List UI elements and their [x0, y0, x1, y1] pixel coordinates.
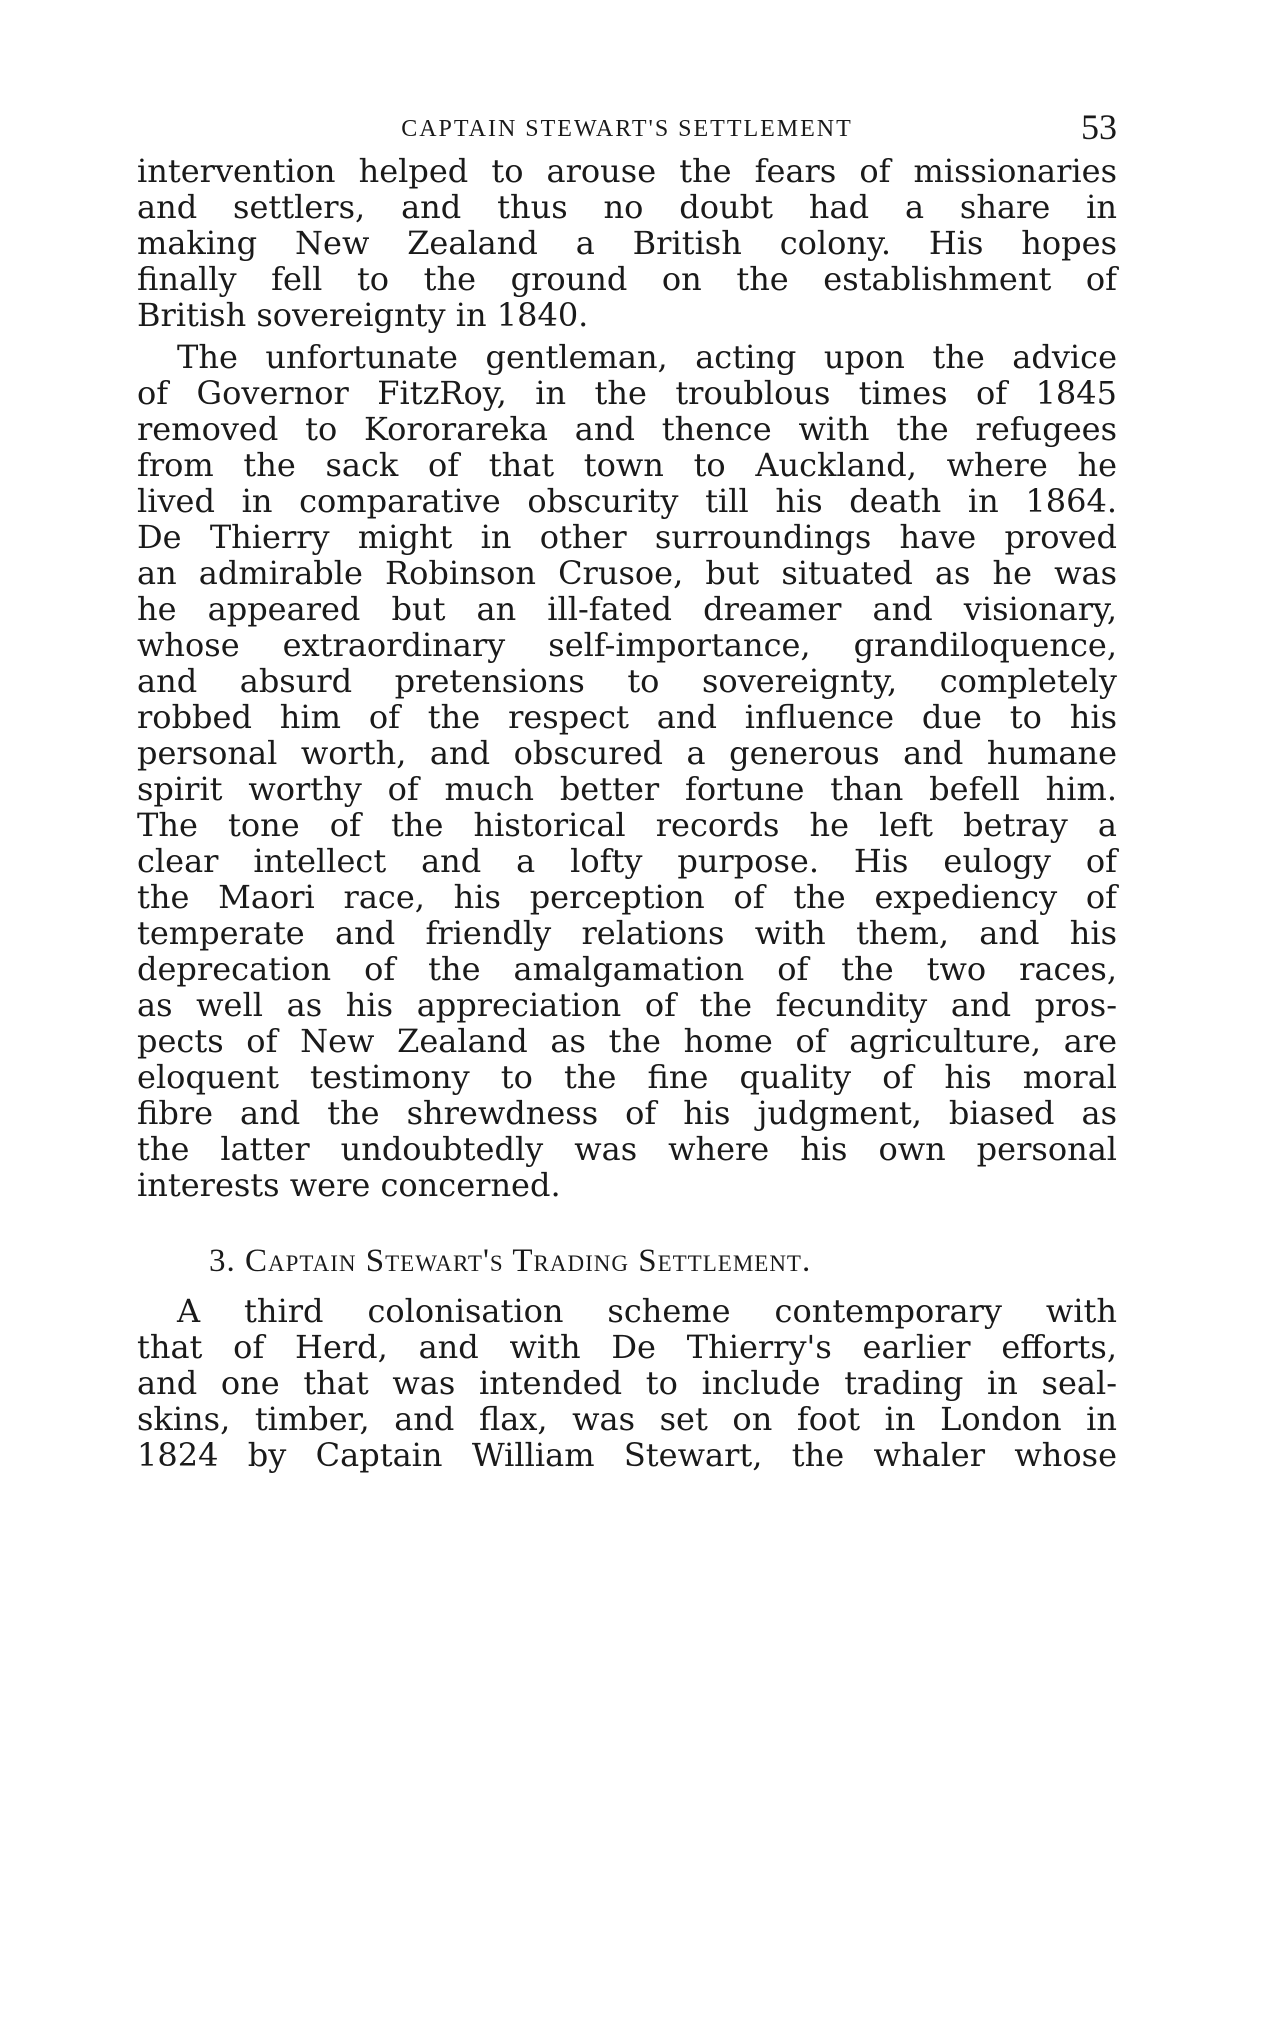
paragraph-2-line: clear intellect and a lofty purpose. His eulogy of	[137, 842, 1117, 880]
paragraph-1-line: and settlers, and thus no doubt had a share in	[137, 188, 1117, 226]
paragraph-2-line: as well as his appreciation of the fecundity and pros-	[137, 986, 1117, 1024]
paragraph-2-line: and absurd pretensions to sovereignty, completely	[137, 662, 1117, 700]
paragraph-1-line: finally fell to the ground on the establishment of	[137, 260, 1117, 298]
paragraph-2-line: of Governor FitzRoy, in the troublous times of 1845	[137, 374, 1117, 412]
paragraph-2-line: he appeared but an ill-fated dreamer and visionary,	[137, 590, 1117, 628]
paragraph-2-line: removed to Kororareka and thence with the refugees	[137, 410, 1117, 448]
page-number: 53	[1081, 107, 1117, 147]
paragraph-2-line: The unfortunate gentleman, acting upon the advice	[177, 338, 1117, 376]
paragraph-2-line: an admirable Robinson Crusoe, but situated as he was	[137, 554, 1117, 592]
paragraph-2-line: the latter undoubtedly was where his own personal	[137, 1130, 1117, 1168]
paragraph-2-line: lived in comparative obscurity till his death in 1864.	[137, 482, 1117, 520]
paragraph-2-line: robbed him of the respect and influence due to his	[137, 698, 1117, 736]
paragraph-3-line: and one that was intended to include trading in seal-	[137, 1364, 1117, 1402]
paragraph-2-line: the Maori race, his perception of the expediency of	[137, 878, 1117, 916]
paragraph-2-line: from the sack of that town to Auckland, where he	[137, 446, 1117, 484]
paragraph-2-line: spirit worthy of much better fortune than befell him.	[137, 770, 1117, 808]
paragraph-1-line: making New Zealand a British colony. His hopes	[137, 224, 1117, 262]
paragraph-3-line: A third colonisation scheme contemporary with	[177, 1292, 1117, 1330]
running-title: CAPTAIN STEWART'S SETTLEMENT	[401, 116, 853, 142]
paragraph-3-line: that of Herd, and with De Thierry's earlier efforts,	[137, 1328, 1117, 1366]
section-heading: 3. Captain Stewart's Trading Settlement.	[209, 1243, 812, 1279]
paragraph-2-line: The tone of the historical records he left betray a	[137, 806, 1117, 844]
paragraph-2-line: deprecation of the amalgamation of the two races,	[137, 950, 1117, 988]
paragraph-2-line: whose extraordinary self-importance, grandiloquence,	[137, 626, 1117, 664]
paragraph-2-line: eloquent testimony to the fine quality of his moral	[137, 1058, 1117, 1096]
paragraph-1-line: British sovereignty in 1840.	[137, 296, 589, 334]
paragraph-2-line: fibre and the shrewdness of his judgment, biased as	[137, 1094, 1117, 1132]
paragraph-2-line: temperate and friendly relations with them, and his	[137, 914, 1117, 952]
paragraph-1-line: intervention helped to arouse the fears of missionaries	[137, 152, 1117, 190]
paragraph-2-line: interests were concerned.	[137, 1166, 561, 1204]
paragraph-3-line: skins, timber, and flax, was set on foot in London in	[137, 1400, 1117, 1438]
paragraph-2-line: De Thierry might in other surroundings have proved	[137, 518, 1117, 556]
paragraph-2-line: pects of New Zealand as the home of agriculture, are	[137, 1022, 1117, 1060]
paragraph-3-line: 1824 by Captain William Stewart, the whaler whose	[137, 1436, 1117, 1474]
paragraph-2-line: personal worth, and obscured a generous and humane	[137, 734, 1117, 772]
